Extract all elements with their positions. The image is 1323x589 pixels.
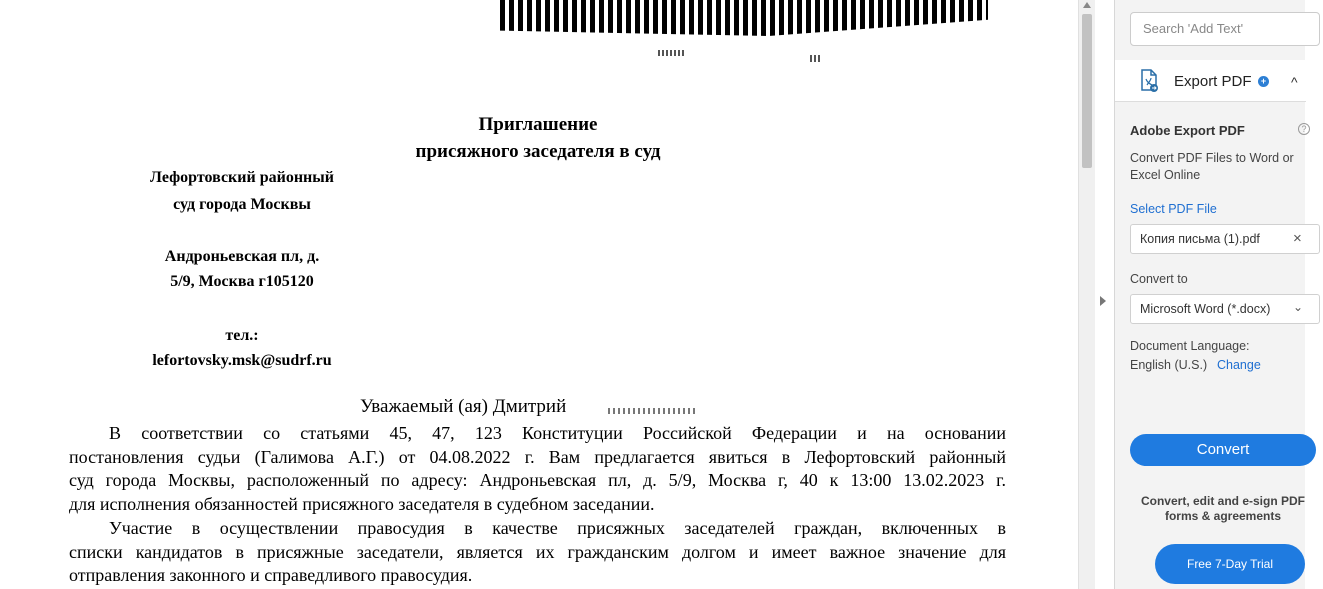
export-heading: Adobe Export PDF [1130, 123, 1245, 138]
change-language-link[interactable]: Change [1217, 358, 1261, 372]
scrollbar-thumb[interactable] [1082, 14, 1092, 168]
format-select[interactable]: Microsoft Word (*.docx) [1130, 294, 1320, 324]
pane-divider [1095, 0, 1114, 589]
paragraph-summons [69, 422, 1006, 516]
promo-text: Convert, edit and e-sign PDF forms & agreements [1140, 494, 1305, 523]
select-pdf-file-link[interactable]: Select PDF File [1130, 202, 1217, 216]
export-pdf-icon [1139, 69, 1159, 93]
help-icon[interactable]: ? [1298, 123, 1310, 135]
court-name-line1: Лефортовский районный [150, 169, 334, 186]
court-email: lefortovsky.msk@sudrf.ru [152, 352, 332, 369]
export-description: Convert PDF Files to Word or Excel Online [1130, 151, 1294, 182]
paragraph-line: списки кандидатов в присяжные заседатели, является их гражданским долгом и имеет важное значение для [69, 541, 1006, 562]
convert-button[interactable]: Convert [1130, 434, 1316, 466]
document-language-label: Document Language: [1130, 339, 1250, 353]
court-address-line1: Андроньевская пл, д. [164, 248, 320, 265]
free-trial-button[interactable]: Free 7-Day Trial [1155, 544, 1305, 584]
tel-label: тел.: [225, 327, 259, 344]
paragraph-line: В соответствии со статьями 45, 47, 123 Конституции Российской Федерации и на основании [109, 423, 1006, 443]
tools-pane [1114, 0, 1305, 589]
chevron-up-icon[interactable]: ^ [1291, 74, 1298, 90]
tool-title: Export PDF [1174, 73, 1252, 90]
paragraph-line: отправления законного и справедливого правосудия. [69, 565, 473, 585]
scroll-up-arrow-icon[interactable] [1083, 2, 1091, 8]
court-name-line2: суд города Москвы [173, 196, 311, 213]
salutation: Уважаемый (ая) Дмитрий [360, 396, 567, 417]
paragraph-duty [69, 517, 1006, 588]
convert-to-label: Convert to [1130, 272, 1188, 286]
chevron-down-icon[interactable]: ⌄ [1293, 300, 1304, 314]
tool-search-input[interactable]: Search 'Add Text' [1130, 12, 1320, 46]
collapse-pane-arrow-icon[interactable] [1100, 296, 1106, 306]
paragraph-line: суд города Москвы, расположенный по адресу: Андроньевская пл, д. 5/9, Москва г, 40 к 13:00 13.02.2023 г. [69, 470, 1006, 490]
tool-header-export-pdf[interactable] [1115, 60, 1306, 102]
document-language-value: English (U.S.) [1130, 358, 1208, 372]
redaction-mark-small [810, 55, 822, 62]
document-subtitle: присяжного заседателя в суд [415, 141, 661, 162]
court-address-line2: 5/9, Москва г105120 [170, 273, 314, 290]
close-icon[interactable]: × [1293, 230, 1302, 247]
document-title: Приглашение [478, 114, 598, 135]
paragraph-line: постановления судьи (Галимова А.Г.) от 04.08.2022 г. Вам предлагается явиться в Лефортовский районный [69, 446, 1006, 467]
paragraph-line: Участие в осуществлении правосудия в качестве присяжных заседателей граждан, включенных в [109, 518, 1006, 538]
selected-file-field[interactable]: Копия письма (1).pdf [1130, 224, 1320, 254]
tool-add-badge-icon[interactable]: + [1258, 76, 1269, 87]
redaction-mark-small [658, 50, 684, 56]
redaction-mark-header [500, 0, 988, 36]
vertical-scrollbar[interactable] [1078, 0, 1095, 589]
paragraph-line: для исполнения обязанностей присяжного заседателя в судебном заседании. [69, 493, 655, 514]
redaction-mark-name [608, 408, 698, 414]
